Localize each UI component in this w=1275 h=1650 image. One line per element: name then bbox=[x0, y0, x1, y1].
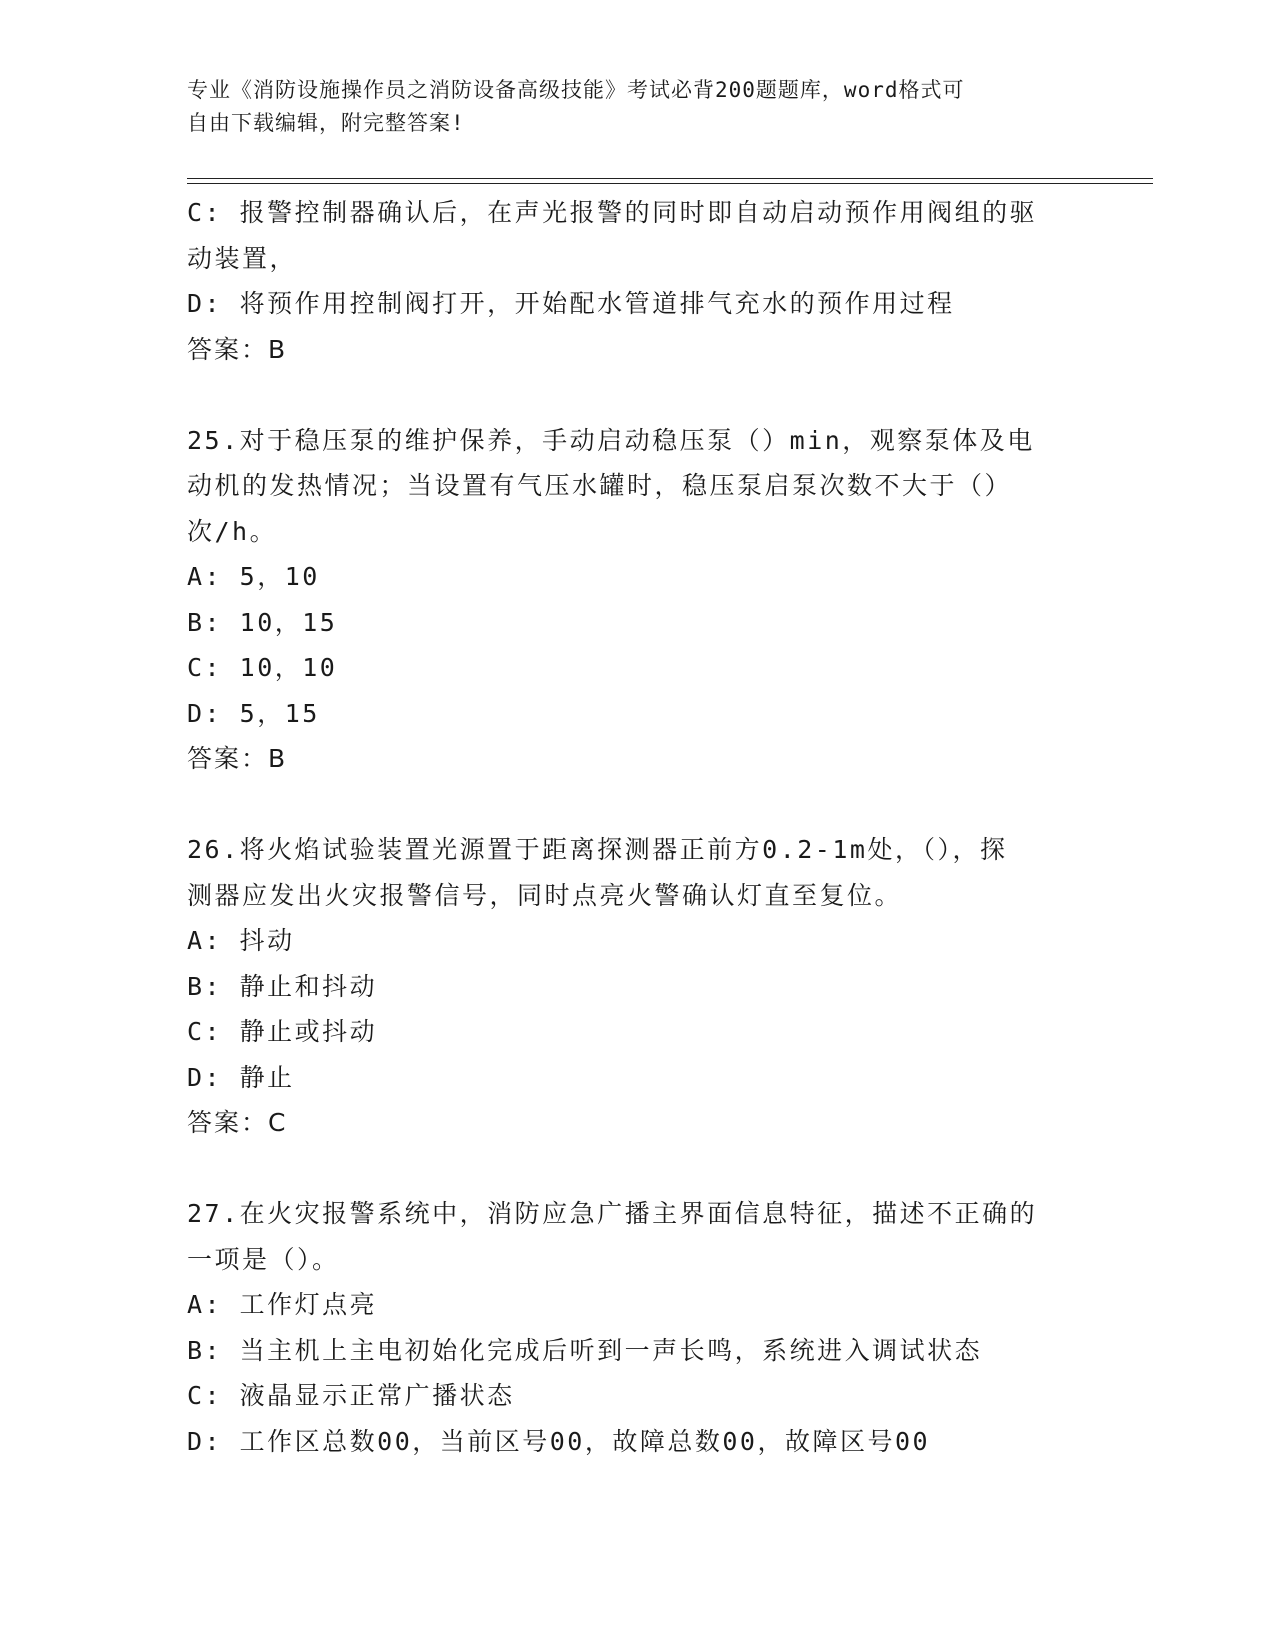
header-line-2: 自由下载编辑，附完整答案! bbox=[187, 111, 465, 135]
option-c-line-2: 动装置， bbox=[187, 243, 298, 273]
question-25 bbox=[187, 418, 1087, 782]
header-rule-top bbox=[187, 178, 1153, 179]
question-stem-line: 动机的发热情况；当设置有气压水罐时，稳压泵启泵次数不大于（） bbox=[187, 471, 1013, 500]
option-c: C: 静止或抖动 bbox=[187, 1017, 378, 1046]
question-content bbox=[187, 190, 1087, 1464]
question-26 bbox=[187, 827, 1087, 1146]
question-stem-line: 27.在火灾报警系统中，消防应急广播主界面信息特征，描述不正确的 bbox=[187, 1199, 1038, 1228]
option-b: B: 10，15 bbox=[187, 607, 338, 637]
answer: 答案：B bbox=[187, 334, 288, 364]
document-header bbox=[187, 74, 1067, 140]
option-d: D: 工作区总数00，当前区号00，故障总数00，故障区号00 bbox=[187, 1426, 931, 1456]
question-stem-line: 测器应发出火灾报警信号，同时点亮火警确认灯直至复位。 bbox=[187, 880, 903, 910]
option-a: A: 抖动 bbox=[187, 926, 295, 955]
option-a: A: 工作灯点亮 bbox=[187, 1290, 378, 1319]
header-line-1: 专业《消防设施操作员之消防设备高级技能》考试必背200题题库，word格式可 bbox=[187, 78, 965, 102]
previous-question-continuation bbox=[187, 190, 1087, 372]
answer: 答案：C bbox=[187, 1108, 288, 1137]
question-stem-line: 26.将火焰试验装置光源置于距离探测器正前方0.2-1m处，（），探 bbox=[187, 835, 1008, 864]
question-stem-line: 次/h。 bbox=[187, 516, 278, 546]
option-b: B: 静止和抖动 bbox=[187, 971, 378, 1001]
header-rule-bottom bbox=[187, 183, 1153, 184]
question-stem-line: 一项是（）。 bbox=[187, 1244, 340, 1274]
option-d: D: 将预作用控制阀打开，开始配水管道排气充水的预作用过程 bbox=[187, 289, 955, 318]
option-c: C: 10，10 bbox=[187, 653, 338, 682]
question-stem-line: 25.对于稳压泵的维护保养，手动启动稳压泵（）min，观察泵体及电 bbox=[187, 425, 1035, 455]
option-a: A: 5，10 bbox=[187, 562, 320, 591]
option-b: B: 当主机上主电初始化完成后听到一声长鸣，系统进入调试状态 bbox=[187, 1335, 983, 1365]
answer: 答案：B bbox=[187, 744, 288, 773]
option-c: C: 液晶显示正常广播状态 bbox=[187, 1381, 515, 1410]
option-d: D: 5，15 bbox=[187, 698, 320, 728]
option-c-line-1: C: 报警控制器确认后，在声光报警的同时即自动启动预作用阀组的驱 bbox=[187, 198, 1038, 227]
question-27 bbox=[187, 1191, 1087, 1464]
option-d: D: 静止 bbox=[187, 1062, 295, 1092]
